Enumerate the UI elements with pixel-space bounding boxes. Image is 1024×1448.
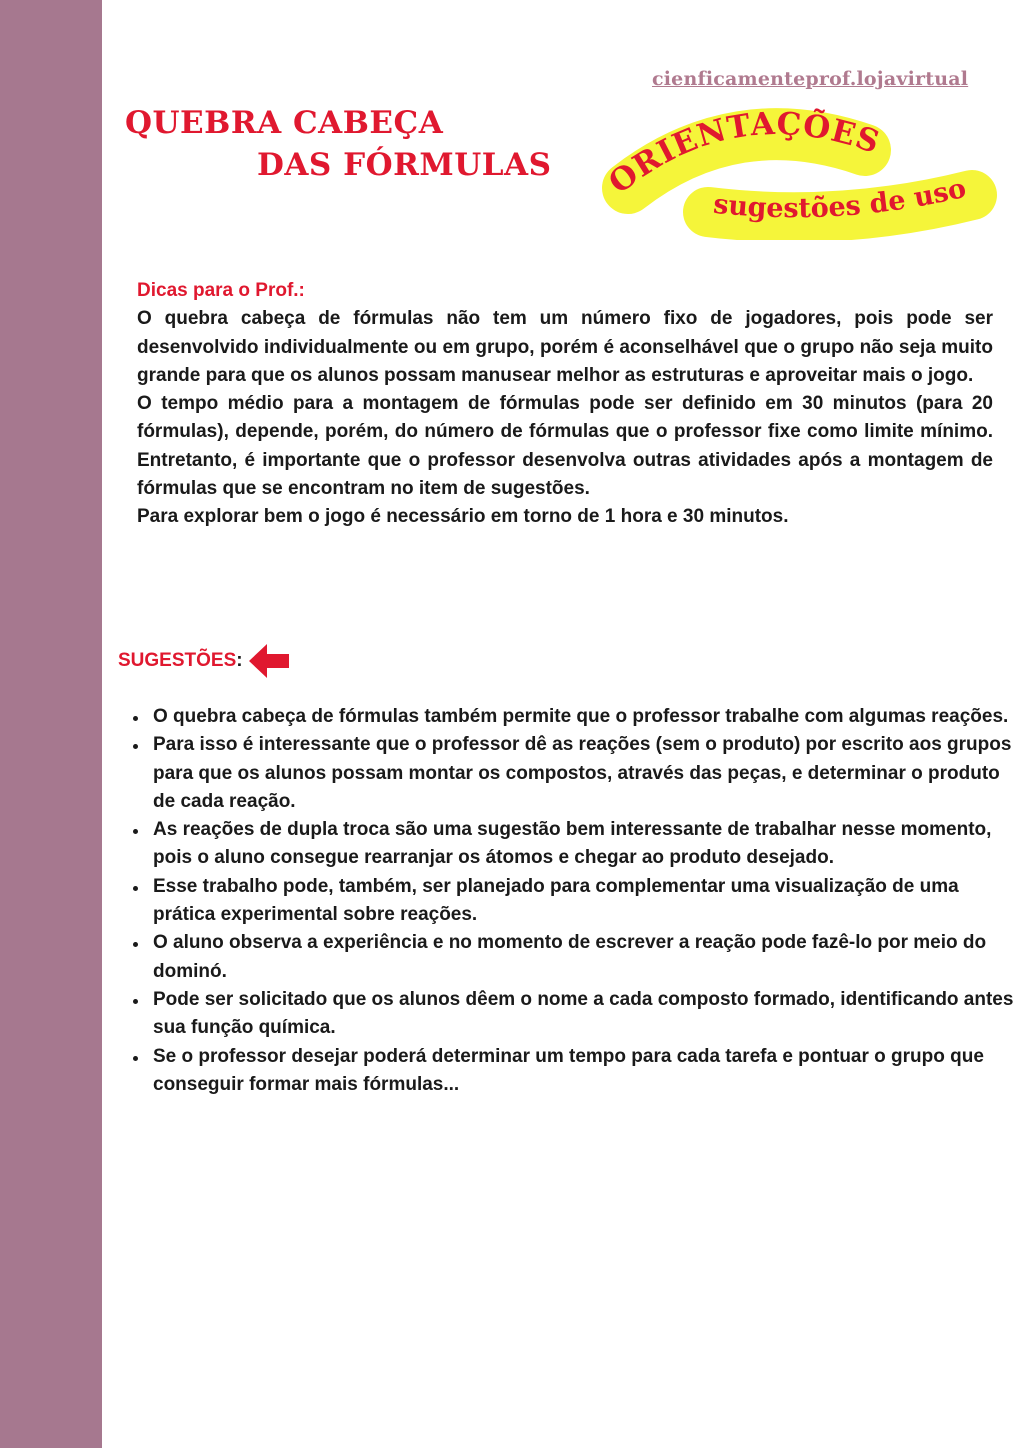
- teacher-tips-section: [137, 277, 993, 532]
- list-item: As reações de dupla troca são uma sugestão bem interessante de trabalhar nesse momento, pois o aluno consegue rearranjar os átomos e chegar ao produto desejado.: [130, 816, 1014, 873]
- suggestions-heading-label: SUGESTÕES: [118, 650, 237, 671]
- list-item: O aluno observa a experiência e no momento de escrever a reação pode fazê-lo por meio do dominó.: [130, 929, 1014, 986]
- orientacoes-badge: [600, 100, 1000, 240]
- tips-paragraph: Para explorar bem o jogo é necessário em torno de 1 hora e 30 minutos.: [137, 506, 789, 528]
- decorative-sidebar: [0, 0, 102, 1448]
- title-line-2: DAS FÓRMULAS: [257, 147, 552, 183]
- tips-heading: Dicas para o Prof.:: [137, 280, 305, 301]
- list-item: Esse trabalho pode, também, ser planejado para complementar uma visualização de uma prática experimental sobre reações.: [130, 873, 1014, 930]
- list-item: Pode ser solicitado que os alunos dêem o nome a cada composto formado, identificando antes sua função química.: [130, 986, 1014, 1043]
- store-link[interactable]: cienficamenteprof.lojavirtual: [652, 68, 969, 90]
- suggestions-heading: [118, 642, 291, 680]
- left-arrow-icon: [247, 642, 291, 680]
- tips-paragraph: O quebra cabeça de fórmulas não tem um número fixo de jogadores, pois pode ser desenvolvido individualmente ou em grupo, porém é aconselhável que o grupo não seja muito grande para que os alunos possam manusear melhor as estruturas e aproveitar mais o jogo.: [137, 308, 993, 386]
- list-item: O quebra cabeça de fórmulas também permite que o professor trabalhe com algumas reações.: [130, 703, 1014, 731]
- tips-paragraph: O tempo médio para a montagem de fórmulas pode ser definido em 30 minutos (para 20 fórmulas), depende, porém, do número de fórmulas que o professor fixe como limite mínimo. Entretanto, é importante que o professor desenvolva outras atividades após a montagem de fórmulas que se encontram no item de sugestões.: [137, 393, 993, 500]
- suggestions-list: [130, 703, 1014, 1099]
- suggestions-heading-colon: :: [236, 650, 243, 671]
- badge-top-text: ORIENTAÇÕES: [602, 105, 885, 202]
- badge-bottom-text: sugestões de uso: [711, 172, 970, 225]
- title-line-1: QUEBRA CABEÇA: [125, 105, 444, 141]
- list-item: Se o professor desejar poderá determinar um tempo para cada tarefa e pontuar o grupo que conseguir formar mais fórmulas...: [130, 1043, 1014, 1100]
- list-item: Para isso é interessante que o professor dê as reações (sem o produto) por escrito aos grupos para que os alunos possam montar os compostos, através das peças, e determinar o produto de cada reação.: [130, 731, 1014, 816]
